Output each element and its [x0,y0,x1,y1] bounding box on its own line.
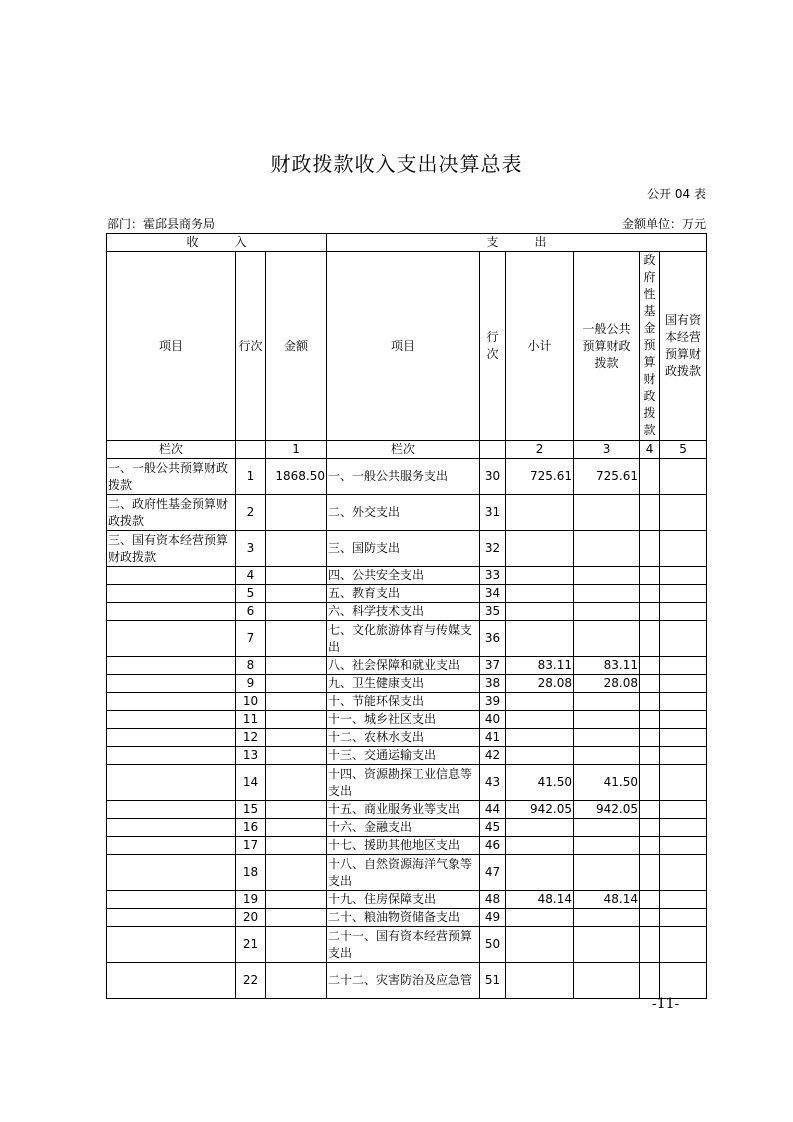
general-budget-cell: 48.14 [574,891,640,909]
state-capital-cell [660,729,707,747]
subtotal-cell [506,927,574,963]
col-index-empty [480,441,506,459]
state-capital-cell [660,567,707,585]
income-amount-cell [266,495,327,531]
fund-budget-header: 政府性基金预算财政拨款 [643,253,656,437]
income-amount-cell [266,675,327,693]
subtotal-cell [506,531,574,567]
income-line-header: 行次 [236,252,266,441]
table-row [107,495,707,531]
general-budget-cell [574,855,640,891]
income-line-no-cell: 14 [236,765,266,801]
state-capital-cell [660,675,707,693]
expense-line-no-cell: 48 [480,891,506,909]
expense-item-cell: 十六、金融支出 [327,819,480,837]
subtotal-cell: 48.14 [506,891,574,909]
expense-line-header: 行次 [486,330,499,361]
state-capital-cell [660,747,707,765]
state-capital-cell [660,657,707,675]
expense-line-no-cell: 35 [480,603,506,621]
fund-budget-cell [640,495,660,531]
table-row [107,675,707,693]
expense-item-cell: 十二、农林水支出 [327,729,480,747]
income-line-no-cell: 5 [236,585,266,603]
income-item-cell [107,819,236,837]
fund-budget-cell [640,657,660,675]
expense-item-cell: 十一、城乡社区支出 [327,711,480,729]
col-index-3: 3 [574,441,640,459]
expense-line-no-cell: 30 [480,459,506,495]
fund-budget-cell [640,855,660,891]
expense-item-header: 项目 [327,252,480,441]
expense-item-cell: 十八、自然资源海洋气象等支出 [327,855,480,891]
income-line-no-cell: 16 [236,819,266,837]
income-item-cell [107,693,236,711]
income-amount-cell: 1868.50 [266,459,327,495]
income-line-no-cell: 19 [236,891,266,909]
expense-line-no-cell: 34 [480,585,506,603]
income-item-cell [107,801,236,819]
col-index-empty [236,441,266,459]
income-item-cell [107,747,236,765]
fund-budget-cell [640,711,660,729]
table-row [107,621,707,657]
income-amount-cell [266,585,327,603]
fiscal-summary-table [106,233,707,999]
col-index-4: 4 [640,441,660,459]
col-index-5: 5 [660,441,707,459]
expense-line-no-cell: 44 [480,801,506,819]
state-capital-cell [660,693,707,711]
expense-item-cell: 九、卫生健康支出 [327,675,480,693]
general-budget-cell [574,819,640,837]
income-item-header: 项目 [107,252,236,441]
expense-item-cell: 十、节能环保支出 [327,693,480,711]
expense-item-cell: 十七、援助其他地区支出 [327,837,480,855]
income-line-no-cell: 15 [236,801,266,819]
expense-item-cell: 七、文化旅游体育与传媒支出 [327,621,480,657]
expense-item-cell: 三、国防支出 [327,531,480,567]
fund-budget-cell [640,963,660,999]
table-code: 公开 04 表 [647,187,706,201]
state-capital-cell [660,855,707,891]
expense-item-cell: 四、公共安全支出 [327,567,480,585]
subtotal-cell [506,567,574,585]
table-row [107,711,707,729]
general-budget-cell: 83.11 [574,657,640,675]
general-budget-cell [574,837,640,855]
general-budget-cell [574,963,640,999]
fund-budget-cell [640,459,660,495]
table-row [107,693,707,711]
income-amount-cell [266,567,327,585]
subtotal-cell: 28.08 [506,675,574,693]
col-index-exp-label: 栏次 [327,441,480,459]
income-item-cell [107,711,236,729]
income-line-no-cell: 9 [236,675,266,693]
expense-line-no-cell: 47 [480,855,506,891]
fund-budget-cell [640,801,660,819]
income-line-no-cell: 2 [236,495,266,531]
subtotal-cell [506,909,574,927]
fund-budget-cell [640,585,660,603]
subtotal-cell [506,747,574,765]
fund-budget-cell [640,693,660,711]
table-row [107,765,707,801]
general-budget-cell [574,603,640,621]
income-line-no-cell: 7 [236,621,266,657]
fund-header-cell [640,252,660,441]
general-budget-cell [574,909,640,927]
table-row [107,747,707,765]
page-number: -11- [652,996,680,1012]
expense-line-no-cell: 51 [480,963,506,999]
fund-budget-cell [640,765,660,801]
subtotal-cell: 83.11 [506,657,574,675]
income-line-no-cell: 22 [236,963,266,999]
fund-budget-cell [640,891,660,909]
expense-item-cell: 二、外交支出 [327,495,480,531]
expense-item-cell: 十五、商业服务业等支出 [327,801,480,819]
general-budget-cell [574,711,640,729]
fund-budget-cell [640,621,660,657]
col-index-label: 栏次 [107,441,236,459]
state-capital-cell [660,927,707,963]
income-line-no-cell: 8 [236,657,266,675]
subtotal-cell: 41.50 [506,765,574,801]
income-header: 收 入 [107,234,327,252]
general-budget-cell: 725.61 [574,459,640,495]
fund-budget-cell [640,819,660,837]
expense-header: 支 出 [327,234,707,252]
state-capital-cell [660,459,707,495]
income-item-cell [107,963,236,999]
income-amount-cell [266,747,327,765]
state-capital-cell [660,711,707,729]
income-line-no-cell: 3 [236,531,266,567]
expense-line-no-cell: 49 [480,909,506,927]
income-item-cell [107,927,236,963]
income-line-no-cell: 12 [236,729,266,747]
subtotal-cell [506,729,574,747]
income-line-no-cell: 20 [236,909,266,927]
income-item-cell [107,891,236,909]
income-line-no-cell: 1 [236,459,266,495]
income-amount-cell [266,657,327,675]
col-index-2: 2 [506,441,574,459]
expense-line-no-cell: 36 [480,621,506,657]
expense-item-cell: 五、教育支出 [327,585,480,603]
fund-budget-cell [640,747,660,765]
fund-budget-cell [640,675,660,693]
income-item-cell [107,729,236,747]
fund-budget-cell [640,837,660,855]
expense-item-cell: 二十、粮油物资储备支出 [327,909,480,927]
income-amount-cell [266,891,327,909]
general-budget-cell: 41.50 [574,765,640,801]
state-capital-cell [660,801,707,819]
expense-item-cell: 六、科学技术支出 [327,603,480,621]
unit-label: 金额单位：万元 [621,217,706,231]
table-row [107,801,707,819]
income-item-cell [107,603,236,621]
income-item-cell [107,657,236,675]
page-title: 财政拨款收入支出决算总表 [270,152,523,176]
state-capital-cell [660,585,707,603]
income-amount-cell [266,819,327,837]
income-line-no-cell: 13 [236,747,266,765]
table-row [107,657,707,675]
state-capital-cell [660,621,707,657]
state-capital-cell [660,603,707,621]
state-capital-cell [660,495,707,531]
expense-line-no-cell: 32 [480,531,506,567]
expense-line-no-cell: 41 [480,729,506,747]
expense-item-cell: 十九、住房保障支出 [327,891,480,909]
income-line-no-cell: 6 [236,603,266,621]
general-budget-header: 一般公共预算财政拨款 [574,252,640,441]
income-line-no-cell: 4 [236,567,266,585]
expense-line-no-cell: 33 [480,567,506,585]
expense-item-cell: 二十一、国有资本经营预算支出 [327,927,480,963]
state-capital-cell [660,765,707,801]
subtotal-cell [506,711,574,729]
income-amount-cell [266,855,327,891]
table-row [107,819,707,837]
general-budget-cell [574,585,640,603]
fund-budget-cell [640,927,660,963]
income-item-cell [107,585,236,603]
expense-item-cell: 二十二、灾害防治及应急管 [327,963,480,999]
general-budget-cell [574,693,640,711]
table-row [107,855,707,891]
general-budget-cell: 28.08 [574,675,640,693]
expense-line-no-cell: 31 [480,495,506,531]
expense-line-no-cell: 50 [480,927,506,963]
state-capital-header: 国有资本经营预算财政拨款 [660,252,707,441]
subtotal-cell [506,693,574,711]
fund-budget-cell [640,531,660,567]
expense-line-no-cell: 37 [480,657,506,675]
subtotal-cell: 725.61 [506,459,574,495]
income-amount-cell [266,729,327,747]
expense-line-no-cell: 46 [480,837,506,855]
fund-budget-cell [640,729,660,747]
income-item-cell [107,837,236,855]
income-item-cell [107,675,236,693]
subtotal-cell [506,585,574,603]
table-row [107,891,707,909]
income-item-cell: 一、一般公共预算财政拨款 [107,459,236,495]
fund-budget-cell [640,603,660,621]
state-capital-cell [660,963,707,999]
subtotal-cell [506,621,574,657]
income-line-no-cell: 18 [236,855,266,891]
subtotal-cell: 942.05 [506,801,574,819]
income-amount-cell [266,909,327,927]
income-item-cell: 二、政府性基金预算财政拨款 [107,495,236,531]
col-index-1: 1 [266,441,327,459]
expense-item-cell: 八、社会保障和就业支出 [327,657,480,675]
income-item-cell: 三、国有资本经营预算财政拨款 [107,531,236,567]
subtotal-cell [506,837,574,855]
income-amount-cell [266,531,327,567]
income-amount-cell [266,801,327,819]
expense-item-cell: 十三、交通运输支出 [327,747,480,765]
fund-budget-cell [640,567,660,585]
income-line-no-cell: 11 [236,711,266,729]
general-budget-cell [574,495,640,531]
income-line-no-cell: 17 [236,837,266,855]
subtotal-cell [506,855,574,891]
income-amount-cell [266,621,327,657]
department-label: 部门：霍邱县商务局 [107,217,216,231]
expense-line-no-cell: 43 [480,765,506,801]
income-line-no-cell: 21 [236,927,266,963]
income-amount-cell [266,765,327,801]
expense-line-no-cell: 42 [480,747,506,765]
expense-line-no-cell: 40 [480,711,506,729]
subtotal-cell [506,963,574,999]
income-item-cell [107,567,236,585]
subtotal-cell [506,603,574,621]
table-row [107,927,707,963]
state-capital-cell [660,909,707,927]
income-amount-cell [266,603,327,621]
table-body [107,459,707,999]
income-amount-cell [266,693,327,711]
general-budget-cell [574,621,640,657]
table-row [107,585,707,603]
state-capital-cell [660,531,707,567]
expense-item-cell: 十四、资源勘探工业信息等支出 [327,765,480,801]
fund-budget-cell [640,909,660,927]
state-capital-cell [660,837,707,855]
subtotal-cell [506,495,574,531]
general-budget-cell [574,729,640,747]
expense-line-header-cell [480,252,506,441]
table-row [107,567,707,585]
subtotal-header: 小计 [506,252,574,441]
income-item-cell [107,909,236,927]
expense-line-no-cell: 45 [480,819,506,837]
income-amount-cell [266,837,327,855]
general-budget-cell: 942.05 [574,801,640,819]
general-budget-cell [574,531,640,567]
income-item-cell [107,621,236,657]
general-budget-cell [574,927,640,963]
income-amount-cell [266,711,327,729]
table-row [107,909,707,927]
table-row [107,963,707,999]
expense-line-no-cell: 39 [480,693,506,711]
general-budget-cell [574,567,640,585]
table-row [107,603,707,621]
expense-item-cell: 一、一般公共服务支出 [327,459,480,495]
state-capital-cell [660,819,707,837]
state-capital-cell [660,891,707,909]
table-row [107,729,707,747]
subtotal-cell [506,819,574,837]
income-line-no-cell: 10 [236,693,266,711]
expense-line-no-cell: 38 [480,675,506,693]
table-row [107,837,707,855]
income-item-cell [107,765,236,801]
table-row [107,459,707,495]
income-amount-header: 金额 [266,252,327,441]
income-amount-cell [266,963,327,999]
general-budget-cell [574,747,640,765]
income-item-cell [107,855,236,891]
table-row [107,531,707,567]
income-amount-cell [266,927,327,963]
